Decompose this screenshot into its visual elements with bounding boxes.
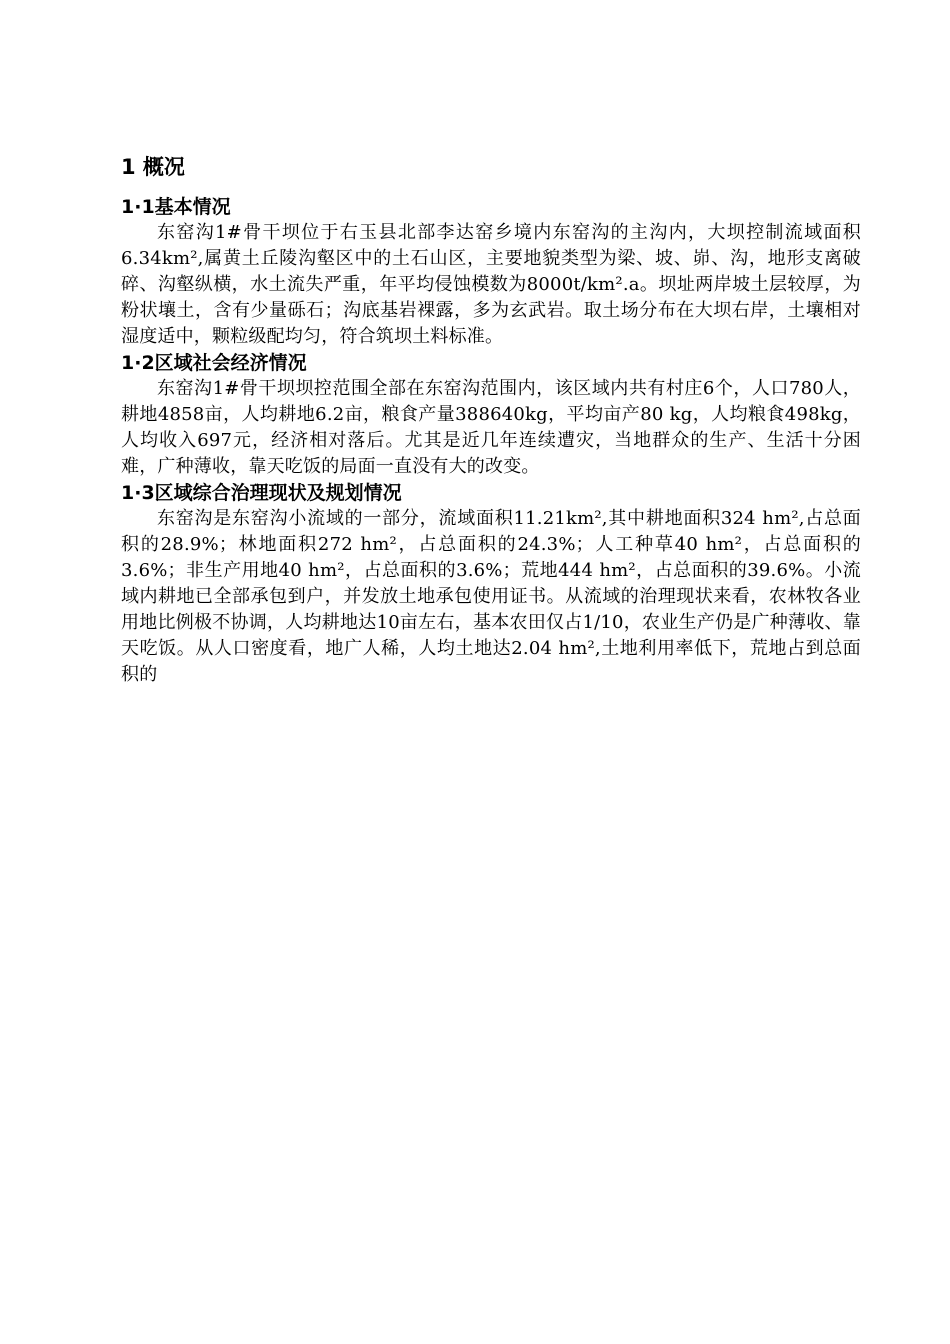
section-paragraph-socioeconomic: 东窑沟1#骨干坝坝控范围全部在东窑沟范围内，该区域内共有村庄6个，人口780人，耕地4858亩，人均耕地6.2亩，粮食产量388640kg，平均亩产80 kg，人均粮食498kg，人均收入697元，经济相对落后。尤其是近几年连续遭灾，当地群众的生产、生活十分困难，广种薄收，靠天吃饭的局面一直没有大的改变。 <box>121 378 861 477</box>
section-paragraph-basic-info: 东窑沟1#骨干坝位于右玉县北部李达窑乡境内东窑沟的主沟内，大坝控制流域面积6.34km²,属黄土丘陵沟壑区中的土石山区，主要地貌类型为梁、坡、峁、沟，地形支离破碎、沟壑纵横，水土流失严重，年平均侵蚀模数为8000t/km².a。坝址两岸坡土层较厚，为粉状壤土，含有少量砾石；沟底基岩裸露，多为玄武岩。取土场分布在大坝右岸，土壤相对湿度适中，颗粒级配均匀，符合筑坝土料标准。 <box>121 222 861 347</box>
section-heading-socioeconomic: 1·2区域社会经济情况 <box>121 352 307 374</box>
section-heading-governance: 1·3区域综合治理现状及规划情况 <box>121 482 402 504</box>
section-paragraph-governance: 东窑沟是东窑沟小流域的一部分，流域面积11.21km²,其中耕地面积324 hm²,占总面积的28.9%；林地面积272 hm²，占总面积的24.3%；人工种草40 hm²，占总面积的3.6%；非生产用地40 hm²，占总面积的3.6%；荒地444 hm²，占总面积的39.6%。小流域内耕地已全部承包到户，并发放土地承包使用证书。从流域的治理现状来看，农林牧各业用地比例极不协调，人均耕地达10亩左右，基本农田仅占1/10，农业生产仍是广种薄收、靠天吃饭。从人口密度看，地广人稀，人均土地达2.04 hm²,土地利用率低下，荒地占到总面积的 <box>121 508 861 685</box>
section-heading-basic-info: 1·1基本情况 <box>121 196 231 218</box>
document-body <box>121 152 861 688</box>
chapter-title: 1 概况 <box>121 155 185 179</box>
